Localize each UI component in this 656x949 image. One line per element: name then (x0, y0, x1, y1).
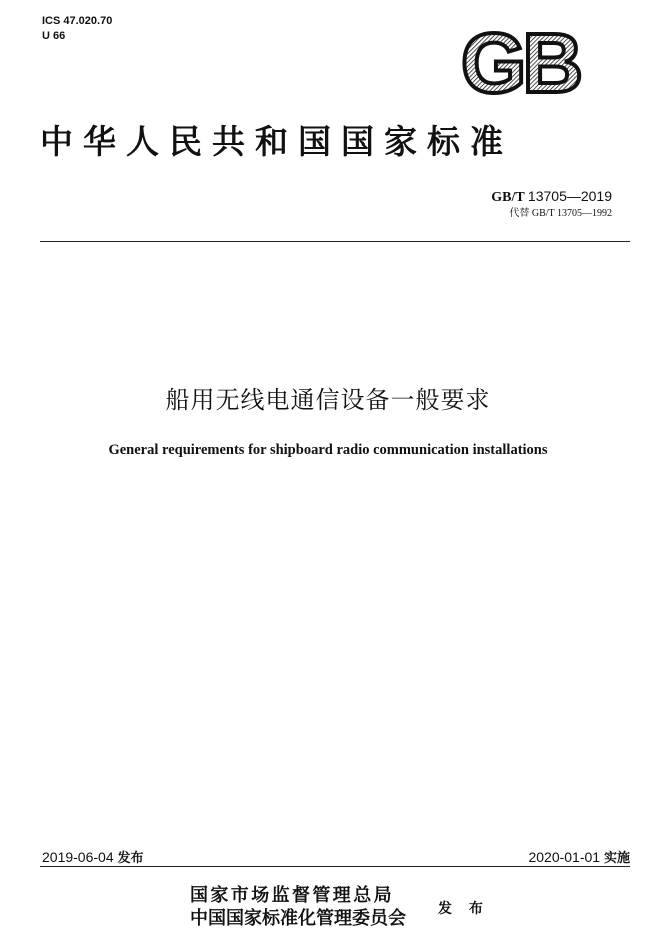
title-english: General requirements for shipboard radio communication installations (108, 442, 548, 458)
publisher-samr: 国家市场监督管理总局 (190, 885, 394, 906)
publish-action: 发 布 (438, 901, 489, 917)
implementation-date-label: 实施 (603, 851, 630, 866)
gb-logo-text: GB (461, 26, 579, 100)
issue-date-label: 发布 (117, 851, 144, 866)
top-divider (40, 241, 630, 242)
standard-number-value: 13705—2019 (527, 188, 612, 204)
implementation-date (528, 847, 630, 866)
gb-logo (448, 26, 592, 100)
ics-code: ICS 47.020.70 (42, 15, 113, 27)
replaced-standard: 代替 GB/T 13705—1992 (509, 208, 612, 219)
bottom-divider (40, 866, 630, 867)
ccs-code: U 66 (42, 30, 66, 42)
standard-prefix: GB/T (491, 190, 525, 205)
issue-date-value: 2019-06-04 (42, 849, 114, 865)
title-chinese: 船用无线电通信设备一般要求 (165, 386, 491, 414)
implementation-date-value: 2020-01-01 (528, 849, 601, 865)
issue-date (42, 847, 144, 866)
authority-title: 中华人民共和国国家标准 (40, 122, 513, 161)
publisher-sac: 中国国家标准化管理委员会 (190, 908, 406, 929)
